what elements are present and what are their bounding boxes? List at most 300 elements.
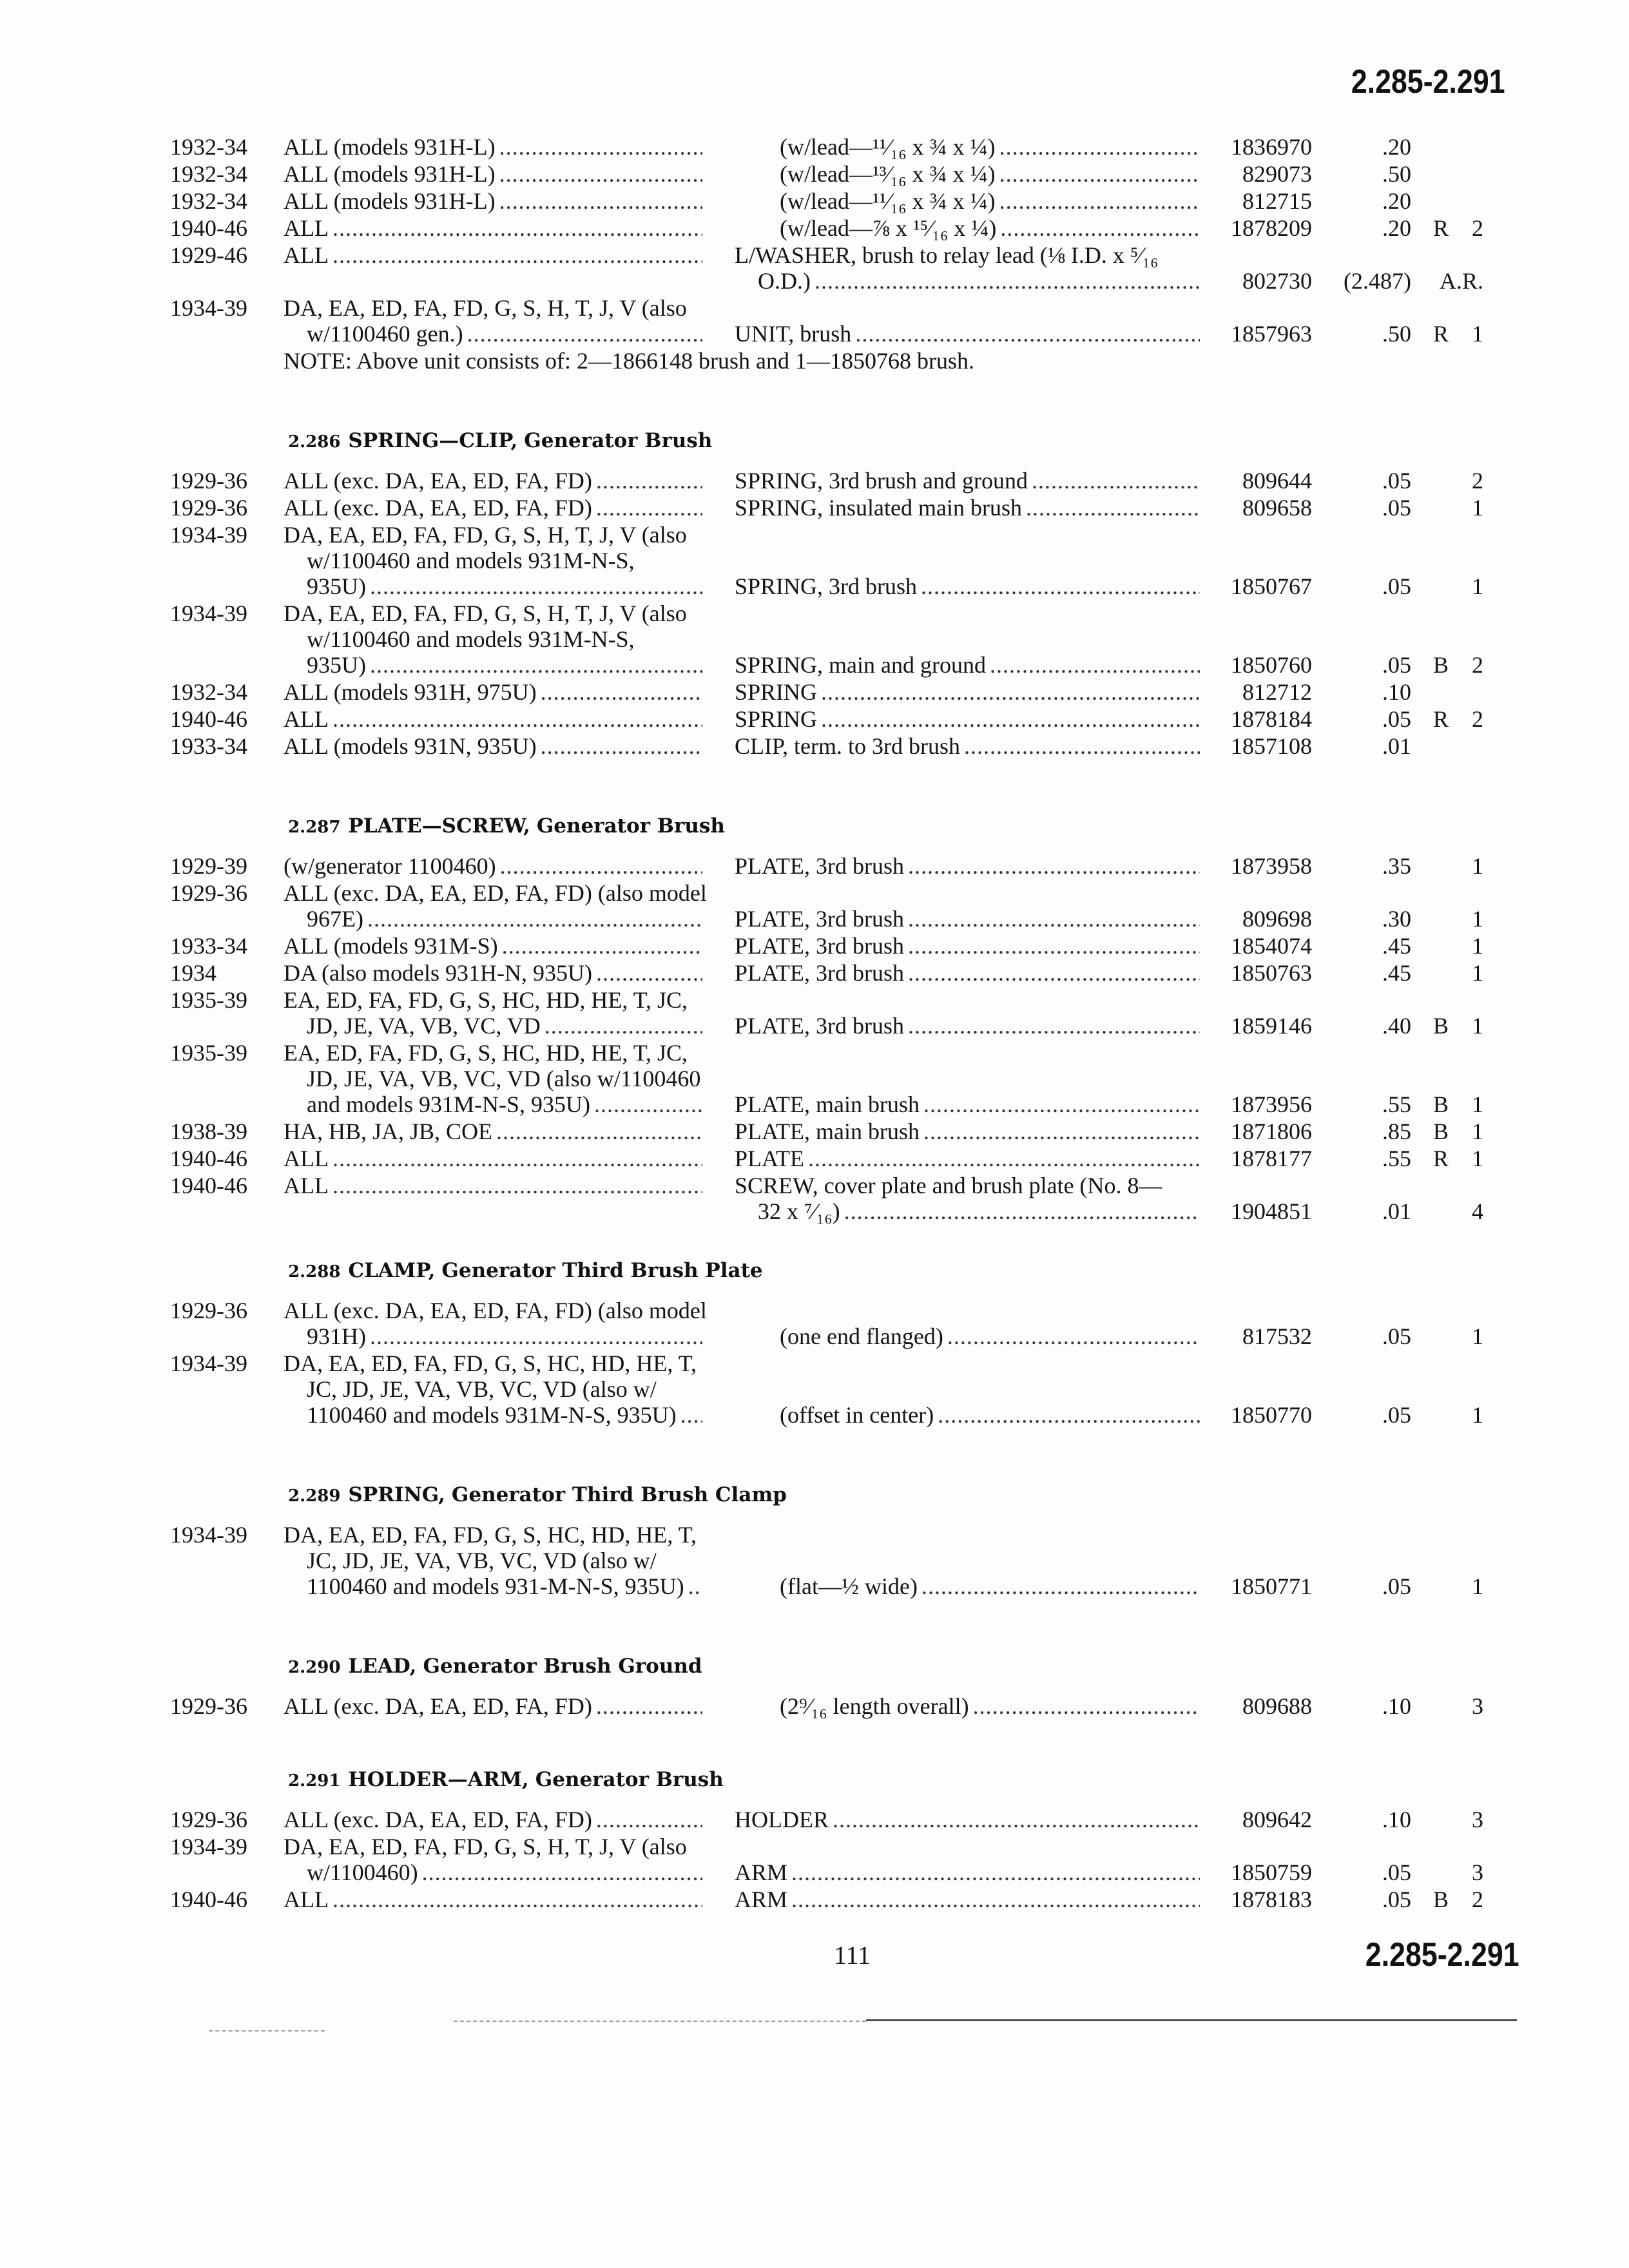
- part-price: .20: [1382, 134, 1411, 160]
- part-description: [735, 733, 1200, 759]
- description-text: SPRING, insulated main brush: [735, 495, 1022, 521]
- model-years: 1935-39: [170, 1040, 247, 1066]
- code-quantity: [1411, 906, 1483, 932]
- part-description: [735, 1091, 1200, 1117]
- description-line: [780, 161, 1200, 187]
- applies-line: [284, 1040, 702, 1066]
- parts-row: [170, 853, 1536, 879]
- quantity: 3: [1472, 1860, 1483, 1885]
- applies-line: [284, 880, 707, 906]
- applies-line: [284, 1834, 702, 1860]
- part-number: 812715: [1242, 188, 1312, 214]
- group-code: [1411, 906, 1450, 932]
- model-years: 1940-46: [170, 1146, 247, 1171]
- section-2-291: [170, 1765, 1536, 1912]
- applies-line: [284, 1807, 702, 1832]
- description-line: [735, 706, 1200, 732]
- model-years: 1934-39: [170, 1522, 247, 1548]
- applies-text: ALL (exc. DA, EA, ED, FA, FD) (also model: [284, 880, 707, 906]
- applies-text: ALL: [284, 706, 329, 732]
- applies-text: DA, EA, ED, FA, FD, G, S, HC, HD, HE, T,: [284, 1522, 697, 1548]
- description-text: L/WASHER, brush to relay lead (⅛ I.D. x ⁵⁄₁₆: [735, 242, 1159, 268]
- description-text: (w/lead—¹¹⁄₁₆ x ¾ x ¼): [780, 134, 996, 160]
- applies-text: DA, EA, ED, FA, FD, G, S, H, T, J, V (also: [284, 295, 687, 321]
- quantity: 1: [1472, 960, 1483, 986]
- description-text: (w/lead—¹³⁄₁₆ x ¾ x ¼): [780, 161, 996, 187]
- parts-row: [170, 1146, 1536, 1171]
- description-line: [735, 1013, 1200, 1039]
- applies-text: JC, JD, JE, VA, VB, VC, VD (also w/: [307, 1548, 657, 1573]
- applies-line: [284, 548, 702, 573]
- applies-text: ALL (exc. DA, EA, ED, FA, FD) (also model: [284, 1298, 707, 1323]
- section-number: 2.291: [288, 1771, 341, 1791]
- applies-text: DA, EA, ED, FA, FD, G, S, H, T, J, V (also: [284, 522, 687, 548]
- description-text: PLATE: [735, 1146, 804, 1171]
- description-text: SPRING, 3rd brush and ground: [735, 468, 1028, 494]
- quantity: 1: [1472, 495, 1483, 521]
- section-number: 2.288: [288, 1262, 341, 1282]
- code-quantity: [1411, 733, 1483, 759]
- model-years: 1933-34: [170, 933, 247, 959]
- part-number: 1850759: [1231, 1860, 1312, 1885]
- part-description: [735, 706, 1200, 732]
- applies-line: [284, 1119, 702, 1144]
- code-quantity: [1411, 573, 1483, 599]
- part-description: [735, 853, 1200, 879]
- section-subtitle: Generator Brush: [535, 1768, 724, 1791]
- parts-row: [170, 468, 1536, 494]
- part-number: 812712: [1242, 679, 1312, 705]
- code-quantity: [1411, 1013, 1483, 1039]
- applies-text: 1100460 and models 931-M-N-S, 935U): [307, 1573, 684, 1599]
- applies-to: [284, 161, 735, 187]
- applies-line: [284, 1298, 707, 1323]
- part-description: [735, 321, 1200, 347]
- parts-row: [170, 933, 1536, 959]
- parts-row: [170, 1298, 1536, 1349]
- part-price: .05: [1382, 1887, 1411, 1912]
- section-subtitle: Generator Third Brush Plate: [441, 1259, 763, 1282]
- applies-text: ALL: [284, 1173, 329, 1198]
- group-code: [1411, 1860, 1450, 1885]
- code-quantity: [1411, 1807, 1483, 1832]
- group-code: [1411, 268, 1440, 294]
- code-quantity: [1411, 1402, 1483, 1428]
- description-line: [780, 188, 1200, 214]
- quantity: 4: [1472, 1198, 1483, 1224]
- part-number: 802730: [1242, 268, 1312, 294]
- model-years: 1932-34: [170, 161, 247, 187]
- group-code: B: [1433, 1119, 1449, 1144]
- applies-line: [284, 1693, 702, 1719]
- applies-to: [284, 1887, 735, 1912]
- description-line: [735, 906, 1200, 932]
- group-code: [1411, 933, 1450, 959]
- group-code: [1411, 161, 1450, 187]
- description-line: [735, 1887, 1200, 1912]
- code-quantity: [1411, 161, 1483, 187]
- code-quantity: [1411, 1323, 1483, 1349]
- description-line: [780, 134, 1200, 160]
- model-years: 1932-34: [170, 134, 247, 160]
- applies-to: [284, 1350, 735, 1428]
- code-quantity: [1411, 1860, 1483, 1885]
- description-line: [735, 933, 1200, 959]
- part-price: .05: [1382, 1323, 1411, 1349]
- applies-text: w/1100460): [307, 1860, 418, 1885]
- applies-text: EA, ED, FA, FD, G, S, HC, HD, HE, T, JC,: [284, 1040, 688, 1066]
- applies-line: [284, 987, 702, 1013]
- applies-text: 967E): [307, 906, 363, 932]
- applies-line: [284, 522, 702, 548]
- group-code: [1411, 1402, 1450, 1428]
- part-price: .05: [1382, 1402, 1411, 1428]
- applies-text: ALL (models 931N, 935U): [284, 733, 537, 759]
- part-description: [735, 1887, 1200, 1912]
- description-line: [735, 1807, 1200, 1832]
- model-years: 1934-39: [170, 601, 247, 626]
- applies-line: [284, 134, 702, 160]
- part-price: .45: [1382, 960, 1411, 986]
- parts-row: [170, 161, 1536, 187]
- parts-row: [170, 706, 1536, 732]
- part-description: [735, 134, 1200, 160]
- applies-to: [284, 1173, 735, 1198]
- model-years: 1934-39: [170, 1834, 247, 1860]
- part-number: 817532: [1242, 1323, 1312, 1349]
- applies-line: [284, 733, 702, 759]
- section-2-289: [170, 1481, 1536, 1599]
- applies-text: (w/generator 1100460): [284, 853, 496, 879]
- description-text: SPRING, main and ground: [735, 652, 986, 678]
- part-number: 1854074: [1231, 933, 1312, 959]
- parts-row: [170, 1522, 1536, 1599]
- part-description: [735, 188, 1200, 214]
- section-title: PLATE—SCREW,: [348, 814, 530, 838]
- quantity: 1: [1472, 1119, 1483, 1144]
- section-heading: [170, 812, 1536, 838]
- description-text: SCREW, cover plate and brush plate (No. 8—: [735, 1173, 1162, 1198]
- part-price: .35: [1382, 853, 1411, 879]
- applies-text: w/1100460 and models 931M-N-S,: [307, 548, 635, 573]
- applies-text: w/1100460 gen.): [307, 321, 463, 347]
- description-line: [735, 1860, 1200, 1885]
- parts-row: [170, 679, 1536, 705]
- description-line: [735, 1119, 1200, 1144]
- code-quantity: [1411, 468, 1483, 494]
- applies-to: [284, 679, 735, 705]
- part-number: 1873956: [1231, 1091, 1312, 1117]
- model-years: 1940-46: [170, 215, 247, 241]
- parts-row: [170, 215, 1536, 241]
- applies-line: [284, 1887, 702, 1912]
- part-description: [735, 1013, 1200, 1039]
- model-years: 1934-39: [170, 295, 247, 321]
- part-price: .30: [1382, 906, 1411, 932]
- parts-row: [170, 880, 1536, 932]
- quantity: 1: [1472, 573, 1483, 599]
- model-years: 1940-46: [170, 706, 247, 732]
- part-price: .05: [1382, 706, 1411, 732]
- code-quantity: [1411, 134, 1483, 160]
- parts-row: [170, 1834, 1536, 1885]
- part-number: 1850763: [1231, 960, 1312, 986]
- applies-line: [284, 853, 702, 879]
- applies-to: [284, 1522, 735, 1599]
- parts-row: [170, 1119, 1536, 1144]
- description-text: PLATE, main brush: [735, 1119, 920, 1144]
- description-text: (offset in center): [780, 1402, 934, 1428]
- section-subtitle: Generator Brush Ground: [423, 1655, 702, 1678]
- model-years: 1929-36: [170, 880, 247, 906]
- applies-text: ALL (exc. DA, EA, ED, FA, FD): [284, 495, 592, 521]
- applies-text: JD, JE, VA, VB, VC, VD (also w/1100460: [307, 1066, 701, 1091]
- part-price: .55: [1382, 1146, 1411, 1171]
- scan-artifact-line: [454, 2021, 866, 2022]
- section-title: HOLDER—ARM,: [348, 1768, 529, 1791]
- model-years: 1934-39: [170, 522, 247, 548]
- model-years: 1929-36: [170, 1693, 247, 1719]
- applies-to: [284, 1807, 735, 1832]
- section-number: 2.289: [288, 1486, 341, 1506]
- group-code: R: [1433, 1146, 1449, 1171]
- description-text: HOLDER: [735, 1807, 829, 1832]
- description-line: [780, 1693, 1200, 1719]
- applies-text: DA (also models 931H-N, 935U): [284, 960, 592, 986]
- part-description: [735, 1402, 1200, 1428]
- applies-text: ALL (models 931H-L): [284, 188, 496, 214]
- part-number: 1878184: [1231, 706, 1312, 732]
- applies-text: 935U): [307, 573, 366, 599]
- applies-to: [284, 188, 735, 214]
- group-code: [1411, 1807, 1450, 1832]
- part-description: [735, 1323, 1200, 1349]
- section-number: 2.286: [288, 432, 341, 452]
- part-description: [735, 1860, 1200, 1885]
- section-title: SPRING—CLIP,: [348, 429, 518, 452]
- applies-line: [284, 1548, 702, 1573]
- parts-row: [170, 960, 1536, 986]
- description-text: SPRING: [735, 706, 818, 732]
- description-line: [735, 853, 1200, 879]
- part-description: [735, 960, 1200, 986]
- applies-to: [284, 1298, 735, 1349]
- applies-line: [284, 1146, 702, 1171]
- description-text: PLATE, main brush: [735, 1091, 920, 1117]
- model-years: 1929-36: [170, 495, 247, 521]
- parts-row: [170, 1040, 1536, 1117]
- code-quantity: [1411, 1198, 1483, 1224]
- description-line: [780, 1402, 1200, 1428]
- part-description: [735, 652, 1200, 678]
- part-number: 1857963: [1231, 321, 1312, 347]
- code-quantity: [1411, 268, 1483, 294]
- parts-row: [170, 1350, 1536, 1428]
- part-description: [735, 933, 1200, 959]
- model-years: 1929-39: [170, 853, 247, 879]
- parts-row: [170, 1807, 1536, 1832]
- model-years: 1934: [170, 960, 217, 986]
- applies-line: [284, 161, 702, 187]
- applies-to: [284, 880, 735, 932]
- code-quantity: [1411, 853, 1483, 879]
- applies-text: ALL (models 931H, 975U): [284, 679, 537, 705]
- section-subtitle: Generator Brush: [536, 814, 725, 838]
- section-2-290: [170, 1652, 1536, 1719]
- part-number: 1850767: [1231, 573, 1312, 599]
- code-quantity: [1411, 1573, 1483, 1599]
- applies-line: [284, 1402, 702, 1428]
- quantity: 1: [1472, 321, 1483, 347]
- quantity: 2: [1472, 215, 1483, 241]
- description-line: [735, 1091, 1200, 1117]
- description-line: [735, 268, 1200, 294]
- part-price: .05: [1382, 573, 1411, 599]
- applies-text: w/1100460 and models 931M-N-S,: [307, 626, 635, 652]
- group-code: R: [1433, 706, 1449, 732]
- description-text: CLIP, term. to 3rd brush: [735, 733, 960, 759]
- section-continued: [170, 134, 1536, 374]
- applies-line: [284, 906, 702, 932]
- applies-line: [284, 188, 702, 214]
- part-price: .05: [1382, 468, 1411, 494]
- section-2-287: [170, 812, 1536, 1224]
- model-years: 1929-36: [170, 1298, 247, 1323]
- description-text: (w/lead—¹¹⁄₁₆ x ¾ x ¼): [780, 188, 996, 214]
- parts-row: [170, 1693, 1536, 1719]
- applies-text: 935U): [307, 652, 366, 678]
- section-heading: [170, 1652, 1536, 1678]
- description-text: PLATE, 3rd brush: [735, 933, 904, 959]
- code-quantity: [1411, 652, 1483, 678]
- applies-text: ALL: [284, 1887, 329, 1912]
- part-price: .40: [1382, 1013, 1411, 1039]
- part-number: 1850760: [1231, 652, 1312, 678]
- description-line: [735, 652, 1200, 678]
- applies-text: ALL: [284, 1146, 329, 1171]
- model-years: 1932-34: [170, 679, 247, 705]
- applies-text: ALL (exc. DA, EA, ED, FA, FD): [284, 1693, 592, 1719]
- model-years: 1938-39: [170, 1119, 247, 1144]
- part-number: 1850770: [1231, 1402, 1312, 1428]
- group-code: [1411, 188, 1450, 214]
- part-description: [735, 468, 1200, 494]
- applies-text: ALL (models 931H-L): [284, 161, 496, 187]
- section-title: LEAD,: [348, 1655, 417, 1678]
- applies-text: ALL (exc. DA, EA, ED, FA, FD): [284, 468, 592, 494]
- applies-line: [284, 960, 702, 986]
- description-line: [780, 1573, 1200, 1599]
- part-number: 829073: [1242, 161, 1312, 187]
- quantity: 1: [1472, 853, 1483, 879]
- part-description: [735, 573, 1200, 599]
- applies-line: [284, 468, 702, 494]
- part-description: [735, 1119, 1200, 1144]
- quantity: 1: [1472, 1402, 1483, 1428]
- applies-to: [284, 1693, 735, 1719]
- part-number: 1850771: [1231, 1573, 1312, 1599]
- parts-row: [170, 495, 1536, 521]
- parts-row: [170, 733, 1536, 759]
- part-price: .10: [1382, 1693, 1411, 1719]
- part-description: [735, 1573, 1200, 1599]
- applies-text: DA, EA, ED, FA, FD, G, S, H, T, J, V (also: [284, 601, 687, 626]
- quantity: 2: [1472, 468, 1483, 494]
- applies-line: [284, 1323, 702, 1349]
- group-code: [1411, 1198, 1450, 1224]
- code-quantity: [1411, 1146, 1483, 1171]
- applies-line: [284, 652, 702, 678]
- part-price: .20: [1382, 188, 1411, 214]
- code-quantity: [1411, 321, 1483, 347]
- group-code: [1411, 733, 1450, 759]
- header-section-range: 2.285-2.291: [1351, 63, 1505, 101]
- part-price: .50: [1382, 321, 1411, 347]
- description-text: SPRING, 3rd brush: [735, 573, 918, 599]
- description-text: PLATE, 3rd brush: [735, 853, 904, 879]
- model-years: 1933-34: [170, 733, 247, 759]
- part-price: .05: [1382, 1860, 1411, 1885]
- part-price: .05: [1382, 1573, 1411, 1599]
- description-text: (2⁹⁄₁₆ length overall): [780, 1693, 969, 1719]
- part-description: [735, 161, 1200, 187]
- part-price: .10: [1382, 1807, 1411, 1832]
- description-line: [735, 960, 1200, 986]
- part-number: 809658: [1242, 495, 1312, 521]
- model-years: 1940-46: [170, 1887, 247, 1912]
- part-number: 809644: [1242, 468, 1312, 494]
- quantity: 2: [1472, 1887, 1483, 1912]
- parts-list: [170, 134, 1536, 1912]
- part-price: .05: [1382, 495, 1411, 521]
- part-number: 809688: [1242, 1693, 1312, 1719]
- applies-line: [284, 1013, 702, 1039]
- code-quantity: [1411, 679, 1483, 705]
- description-line: [735, 1198, 1200, 1224]
- part-number: 1878209: [1231, 215, 1312, 241]
- applies-text: and models 931M-N-S, 935U): [307, 1091, 590, 1117]
- applies-to: [284, 706, 735, 732]
- part-number: 1878183: [1231, 1887, 1312, 1912]
- applies-text: DA, EA, ED, FA, FD, G, S, HC, HD, HE, T,: [284, 1350, 697, 1376]
- part-description: [735, 1693, 1200, 1719]
- applies-to: [284, 215, 735, 241]
- part-number: 1836970: [1231, 134, 1312, 160]
- part-price: (2.487): [1344, 268, 1411, 294]
- section-2-288: [170, 1256, 1536, 1428]
- description-line: [735, 1146, 1200, 1171]
- applies-text: ALL: [284, 242, 329, 268]
- applies-line: [284, 215, 702, 241]
- group-code: [1411, 679, 1450, 705]
- section-heading: [170, 1256, 1536, 1282]
- description-text: 32 x ⁷⁄₁₆): [758, 1198, 840, 1224]
- group-code: B: [1433, 1013, 1449, 1039]
- applies-to: [284, 295, 735, 347]
- section-title: CLAMP,: [348, 1259, 436, 1282]
- applies-to: [284, 960, 735, 986]
- applies-line: [284, 295, 702, 321]
- part-number: 1878177: [1231, 1146, 1312, 1171]
- parts-row: [170, 987, 1536, 1039]
- part-description: [735, 906, 1200, 932]
- description-line: [780, 1323, 1200, 1349]
- group-code: [1411, 853, 1450, 879]
- part-description: [735, 1807, 1200, 1832]
- applies-line: [284, 626, 702, 652]
- applies-to: [284, 495, 735, 521]
- description-text: ARM: [735, 1860, 788, 1885]
